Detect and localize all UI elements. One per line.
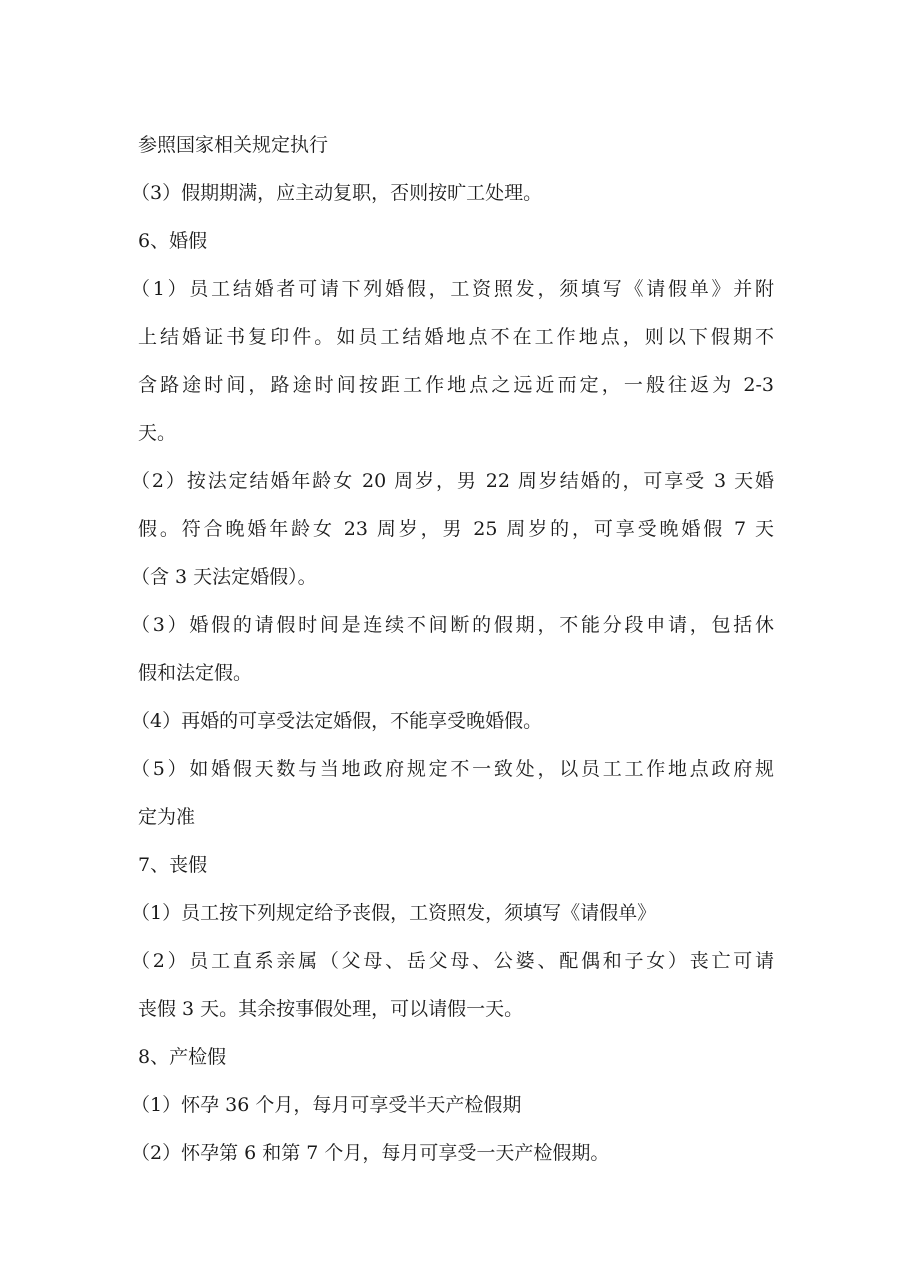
text-line: 6、婚假	[138, 230, 208, 252]
text-line: 天。	[138, 422, 177, 444]
text-line: 假和法定假。	[138, 662, 253, 684]
text-line: 丧假 3 天。其余按事假处理，可以请假一天。	[138, 998, 524, 1020]
text-line: （含 3 天法定婚假）。	[131, 566, 317, 588]
text-line: （1）怀孕 36 个月，每月可享受半天产检假期	[131, 1094, 522, 1116]
text-line: （5）如婚假天数与当地政府规定不一致处，以员工工作地点政府规	[131, 758, 774, 780]
text-line: 假。符合晚婚年龄女 23 周岁，男 25 周岁的，可享受晚婚假 7 天	[138, 518, 774, 540]
text-line: （4）再婚的可享受法定婚假，不能享受晚婚假。	[131, 710, 543, 732]
text-line: （3）婚假的请假时间是连续不间断的假期，不能分段申请，包括休	[131, 614, 774, 636]
text-line: 参照国家相关规定执行	[138, 134, 329, 156]
text-line: （2）员工直系亲属（父母、岳父母、公婆、配偶和子女）丧亡可请	[131, 950, 774, 972]
document-body	[131, 128, 774, 1184]
text-line: （2）怀孕第 6 和第 7 个月，每月可享受一天产检假期。	[131, 1142, 610, 1164]
text-line: （1）员工结婚者可请下列婚假，工资照发，须填写《请假单》并附	[131, 278, 774, 300]
text-line: （1）员工按下列规定给予丧假，工资照发，须填写《请假单》	[131, 902, 657, 924]
text-line: 7、丧假	[138, 854, 208, 876]
text-line: 含路途时间，路途时间按距工作地点之远近而定，一般往返为 2-3	[138, 374, 774, 396]
text-line: 上结婚证书复印件。如员工结婚地点不在工作地点，则以下假期不	[138, 326, 774, 348]
text-line: （3）假期期满，应主动复职，否则按旷工处理。	[131, 182, 543, 204]
text-line: 8、产检假	[138, 1046, 227, 1068]
text-line: （2）按法定结婚年龄女 20 周岁，男 22 周岁结婚的，可享受 3 天婚	[131, 470, 774, 492]
text-line: 定为准	[138, 806, 196, 828]
